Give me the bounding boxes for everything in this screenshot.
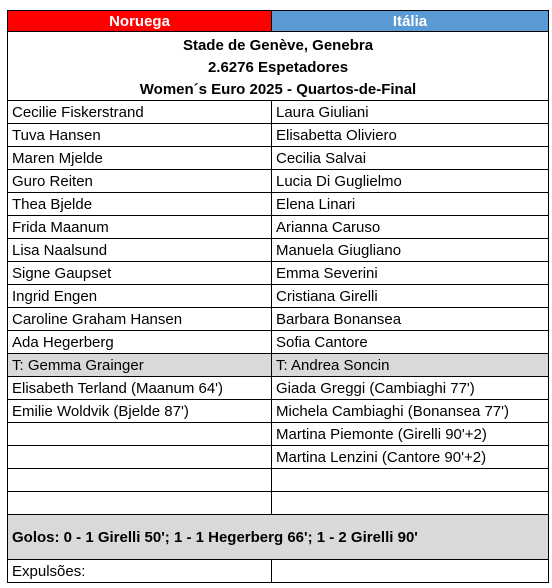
venue-row	[8, 32, 549, 57]
lineup-row	[8, 239, 549, 262]
home-player: Cecilie Fiskerstrand	[8, 101, 272, 124]
lineup-row	[8, 216, 549, 239]
away-player: Barbara Bonansea	[272, 308, 549, 331]
home-player: Ada Hegerberg	[8, 331, 272, 354]
teams-header-row	[8, 11, 549, 32]
match-sheet-table	[7, 10, 549, 583]
home-substitute	[8, 469, 272, 492]
match-competition: Women´s Euro 2025 - Quartos-de-Final	[8, 78, 549, 101]
match-attendance: 2.6276 Espetadores	[8, 56, 549, 78]
match-venue: Stade de Genève, Genebra	[8, 32, 549, 57]
away-substitute: Martina Lenzini (Cantore 90'+2)	[272, 446, 549, 469]
lineup-row	[8, 170, 549, 193]
expulsions-row	[8, 560, 549, 583]
home-coach: T: Gemma Grainger	[8, 354, 272, 377]
lineup-row	[8, 124, 549, 147]
expulsions-value	[272, 560, 549, 583]
away-player: Arianna Caruso	[272, 216, 549, 239]
goals-summary: Golos: 0 - 1 Girelli 50'; 1 - 1 Hegerberg 66'; 1 - 2 Girelli 90'	[8, 515, 549, 560]
home-player: Caroline Graham Hansen	[8, 308, 272, 331]
away-team-name: Itália	[272, 11, 549, 32]
away-substitute: Giada Greggi (Cambiaghi 77')	[272, 377, 549, 400]
home-player: Thea Bjelde	[8, 193, 272, 216]
coach-row	[8, 354, 549, 377]
attendance-row	[8, 56, 549, 78]
home-substitute: Elisabeth Terland (Maanum 64')	[8, 377, 272, 400]
substitution-row	[8, 492, 549, 515]
away-player: Elena Linari	[272, 193, 549, 216]
home-substitute	[8, 446, 272, 469]
lineup-row	[8, 193, 549, 216]
away-player: Elisabetta Oliviero	[272, 124, 549, 147]
home-player: Signe Gaupset	[8, 262, 272, 285]
away-substitute: Martina Piemonte (Girelli 90'+2)	[272, 423, 549, 446]
away-substitute	[272, 492, 549, 515]
away-player: Cecilia Salvai	[272, 147, 549, 170]
away-substitute	[272, 469, 549, 492]
away-player: Manuela Giugliano	[272, 239, 549, 262]
away-player: Sofia Cantore	[272, 331, 549, 354]
away-substitute: Michela Cambiaghi (Bonansea 77')	[272, 400, 549, 423]
substitution-row	[8, 446, 549, 469]
home-team-name: Noruega	[8, 11, 272, 32]
substitution-row	[8, 400, 549, 423]
home-substitute	[8, 423, 272, 446]
substitution-row	[8, 377, 549, 400]
home-substitute	[8, 492, 272, 515]
away-coach: T: Andrea Soncin	[272, 354, 549, 377]
lineup-row	[8, 285, 549, 308]
home-player: Tuva Hansen	[8, 124, 272, 147]
lineup-row	[8, 101, 549, 124]
lineup-row	[8, 262, 549, 285]
substitution-row	[8, 423, 549, 446]
lineup-row	[8, 308, 549, 331]
away-player: Cristiana Girelli	[272, 285, 549, 308]
home-player: Frida Maanum	[8, 216, 272, 239]
home-player: Maren Mjelde	[8, 147, 272, 170]
lineup-row	[8, 331, 549, 354]
home-substitute: Emilie Woldvik (Bjelde 87')	[8, 400, 272, 423]
away-player: Emma Severini	[272, 262, 549, 285]
substitution-row	[8, 469, 549, 492]
away-player: Laura Giuliani	[272, 101, 549, 124]
home-player: Guro Reiten	[8, 170, 272, 193]
home-player: Lisa Naalsund	[8, 239, 272, 262]
home-player: Ingrid Engen	[8, 285, 272, 308]
goals-row	[8, 515, 549, 560]
expulsions-label: Expulsões:	[8, 560, 272, 583]
away-player: Lucia Di Guglielmo	[272, 170, 549, 193]
lineup-row	[8, 147, 549, 170]
competition-row	[8, 78, 549, 101]
